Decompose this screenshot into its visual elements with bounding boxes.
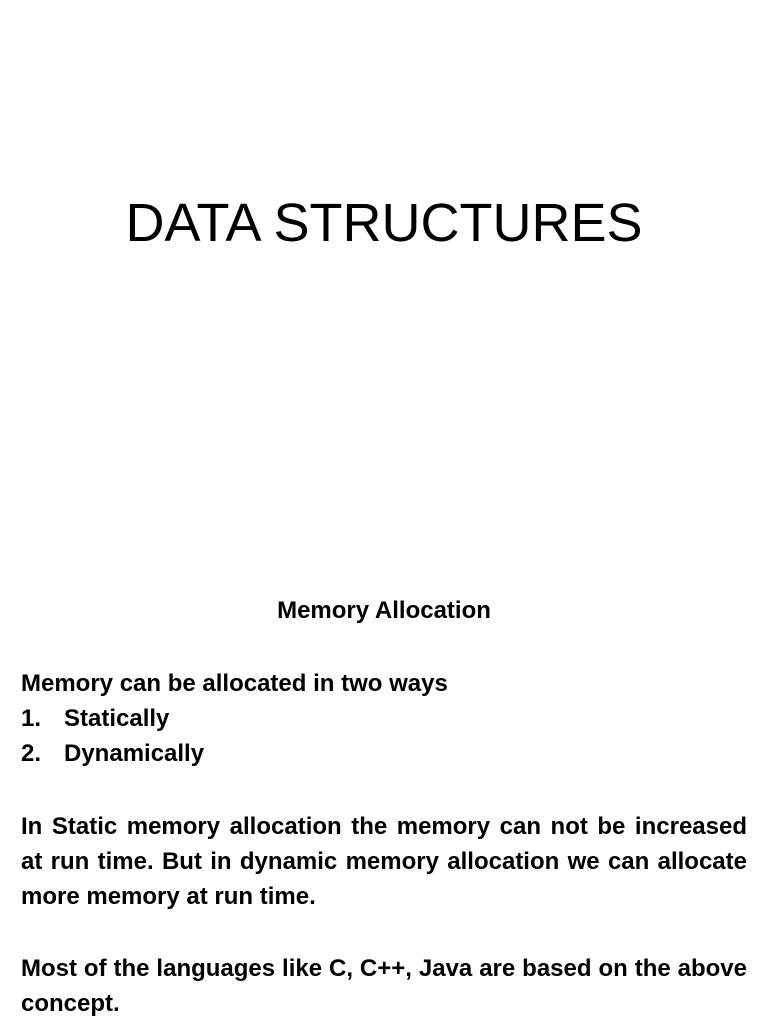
allocation-methods-list bbox=[21, 701, 204, 771]
paragraph-static-dynamic: In Static memory allocation the memory can not be increased at run time. But in dynamic memory allocation we can allocate more memory at run time. bbox=[21, 813, 747, 910]
list-item-number: 1. bbox=[21, 705, 42, 732]
list-item-text: Dynamically bbox=[64, 740, 205, 767]
list-item-number: 2. bbox=[21, 740, 42, 767]
section-heading: Memory Allocation bbox=[277, 597, 491, 624]
intro-text: Memory can be allocated in two ways bbox=[21, 670, 448, 697]
paragraph-languages: Most of the languages like C, C++, Java are based on the above concept. bbox=[21, 955, 747, 1017]
list-item bbox=[21, 736, 204, 771]
list-item-text: Statically bbox=[64, 705, 170, 732]
list-item bbox=[21, 701, 204, 736]
page-title: DATA STRUCTURES bbox=[125, 193, 643, 253]
